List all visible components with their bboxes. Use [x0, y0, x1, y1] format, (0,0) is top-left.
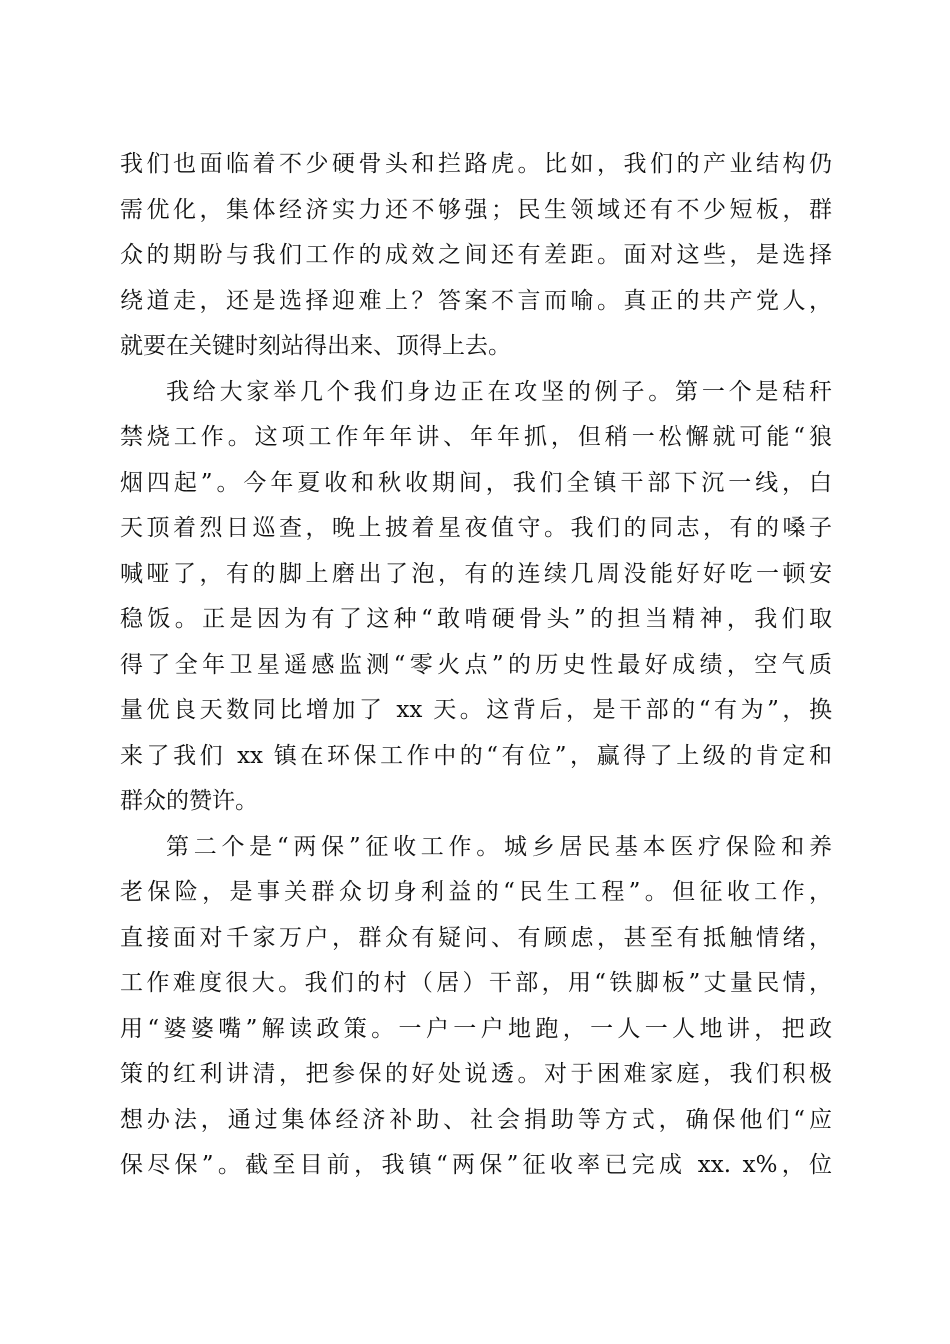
text-line: 得了全年卫星遥感监测“零火点”的历史性最好成绩，空气质 — [120, 651, 832, 678]
text-line: 用“婆婆嘴”解读政策。一户一户地跑，一人一人地讲，把政 — [120, 1015, 832, 1042]
paragraph — [120, 370, 832, 825]
text-line: 想办法，通过集体经济补助、社会捐助等方式，确保他们“应 — [120, 1106, 832, 1133]
text-line: 工作难度很大。我们的村（居）干部，用“铁脚板”丈量民情， — [120, 970, 832, 996]
text-line: 我们也面临着不少硬骨头和拦路虎。比如，我们的产业结构仍 — [120, 151, 832, 177]
text-line: 禁烧工作。这项工作年年讲、年年抓，但稍一松懈就可能“狼 — [120, 424, 832, 450]
paragraph — [120, 825, 832, 1189]
text-line: 绕道走，还是选择迎难上？答案不言而喻。真正的共产党人， — [120, 287, 832, 314]
text-line: 就要在关键时刻站得出来、顶得上去。 — [120, 333, 511, 359]
text-line: 众的期盼与我们工作的成效之间还有差距。面对这些，是选择 — [120, 242, 832, 268]
text-line: 喊哑了，有的脚上磨出了泡，有的连续几周没能好好吃一顿安 — [120, 560, 832, 587]
text-line: 来了我们 xx 镇在环保工作中的“有位”，赢得了上级的肯定和 — [120, 742, 832, 769]
text-line: 我给大家举几个我们身边正在攻坚的例子。第一个是秸秆 — [166, 378, 832, 405]
text-line: 天顶着烈日巡查，晚上披着星夜值守。我们的同志，有的嗓子 — [120, 515, 832, 541]
paragraph — [120, 142, 832, 370]
text-line: 第二个是“两保”征收工作。城乡居民基本医疗保险和养 — [166, 833, 832, 860]
text-line: 需优化，集体经济实力还不够强；民生领域还有不少短板，群 — [120, 196, 832, 223]
text-line: 烟四起”。今年夏收和秋收期间，我们全镇干部下沉一线，白 — [120, 469, 832, 496]
text-line: 稳饭。正是因为有了这种“敢啃硬骨头”的担当精神，我们取 — [120, 606, 832, 632]
text-line: 群众的赞许。 — [120, 788, 258, 814]
text-line: 老保险，是事关群众切身利益的“民生工程”。但征收工作， — [120, 879, 832, 905]
text-line: 直接面对千家万户，群众有疑问、有顾虑，甚至有抵触情绪， — [120, 924, 832, 951]
text-line: 保尽保”。截至目前，我镇“两保”征收率已完成 xx. x%，位 — [120, 1152, 832, 1178]
text-line: 策的红利讲清，把参保的好处说透。对于困难家庭，我们积极 — [120, 1061, 832, 1087]
text-line: 量优良天数同比增加了 xx 天。这背后，是干部的“有为”，换 — [120, 697, 832, 723]
document-body — [120, 142, 832, 1189]
